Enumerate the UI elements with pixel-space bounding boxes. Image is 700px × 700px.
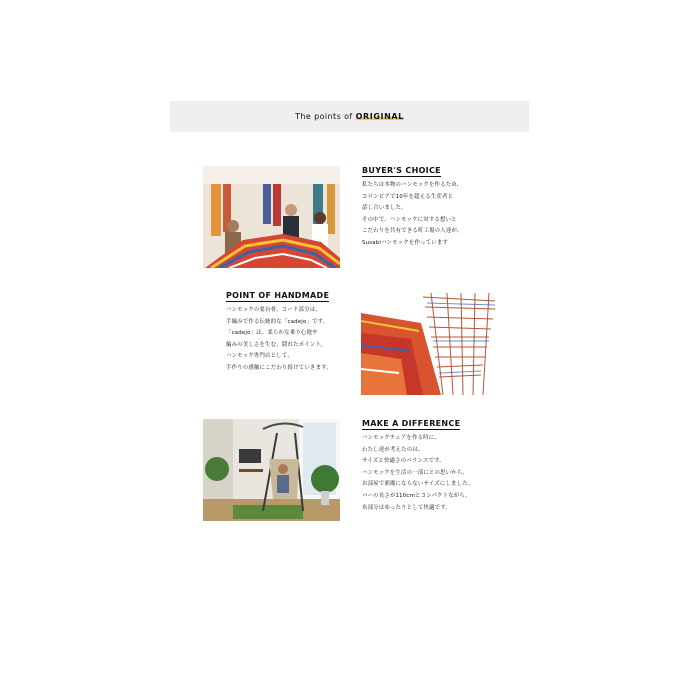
text-line: 手作りの感触にこだわり続けていきます。: [226, 364, 332, 371]
text-line: 手編みで作る伝統的な「cadejo」です。: [226, 318, 329, 325]
buyers-choice-text: [362, 180, 463, 250]
make-a-difference-title: MAKE A DIFFERENCE: [362, 419, 461, 428]
make-a-difference-photo: [203, 419, 340, 521]
text-line: ハンモック専門店として、: [226, 353, 293, 360]
text-line: 私たちは本物のハンモックを作るため、: [362, 182, 463, 188]
text-line: バーの長さが110cmとコンパクトながら、: [362, 492, 471, 499]
text-line: ハンモックの要台骨、コード部分は、: [226, 307, 321, 313]
text-line: サイズと快適さのバランスです。: [362, 458, 445, 465]
text-line: コロンビアで10年を超える生産者と: [362, 193, 454, 200]
text-line: こだわりを共有できる町工場の人達が、: [362, 228, 463, 235]
text-line: ハンモックを生活の一部にとの思いから、: [362, 469, 469, 476]
banner-highlight: ORIGINAL: [355, 112, 404, 121]
make-a-difference-text: [362, 433, 473, 514]
text-line: 布部分はゆったりとして快適です。: [362, 504, 451, 511]
text-line: 「cadejo」は、柔らかな乗り心地や: [226, 330, 318, 337]
text-line: 編みの美しさを生む、隠れたポイント。: [226, 341, 327, 348]
section-banner: [170, 101, 529, 132]
handmade-title: POINT OF HANDMADE: [226, 291, 330, 300]
text-line: 話し合いました。: [362, 205, 407, 212]
handmade-text: [226, 305, 332, 375]
banner-prefix: The points of: [295, 112, 353, 121]
text-line: その中で、ハンモックに対する想いと: [362, 216, 457, 223]
buyers-choice-title: BUYER'S CHOICE: [362, 166, 441, 175]
handmade-photo: [361, 293, 498, 395]
text-line: ハンモックチェアを作る時に、: [362, 435, 440, 441]
text-line: Susabiハンモックを作っています: [362, 239, 448, 246]
text-line: お部屋で邪魔にならないサイズにしました。: [362, 481, 474, 488]
buyers-choice-photo: [203, 166, 340, 268]
text-line: わたし達が考えたのは、: [362, 446, 424, 453]
